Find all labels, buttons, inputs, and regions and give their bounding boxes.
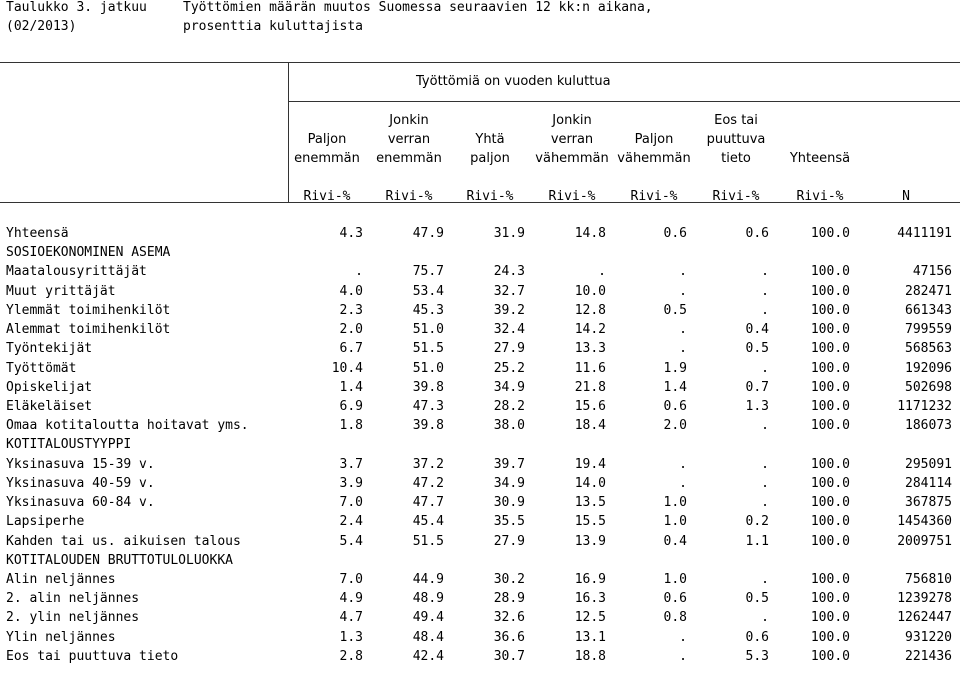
table-cell: . bbox=[679, 283, 687, 299]
table-cell: . bbox=[679, 264, 687, 280]
table-cell: 100.0 bbox=[810, 398, 850, 414]
row-label: Lapsiperhe bbox=[6, 514, 85, 530]
table-cell: 48.9 bbox=[412, 591, 444, 607]
unit-label-1: Rivi-% bbox=[303, 189, 351, 204]
table-cell: 1.0 bbox=[663, 514, 687, 530]
table-cell: 39.7 bbox=[493, 456, 525, 472]
table-cell: 11.6 bbox=[574, 360, 606, 376]
column-header-1-line3: enemmän bbox=[294, 151, 360, 166]
unit-label-6: Rivi-% bbox=[712, 189, 760, 204]
table-cell: . bbox=[679, 456, 687, 472]
table-cell: 7.0 bbox=[339, 495, 363, 511]
table-cell: 53.4 bbox=[412, 283, 444, 299]
column-header-1-line2: Paljon bbox=[307, 132, 347, 147]
table-cell: 2009751 bbox=[897, 533, 952, 549]
table-cell: 284114 bbox=[905, 475, 952, 491]
group-header-rule bbox=[288, 101, 960, 102]
row-label: 2. ylin neljännes bbox=[6, 610, 140, 626]
table-cell: 13.3 bbox=[574, 341, 606, 357]
table-cell: 1.3 bbox=[339, 629, 363, 645]
row-label: Eos tai puuttuva tieto bbox=[6, 648, 179, 664]
table-title: Työttömien määrän muutos Suomessa seuraavien 12 kk:n aikana, bbox=[183, 0, 653, 15]
table-cell: 39.2 bbox=[493, 302, 525, 318]
table-cell: 45.4 bbox=[412, 514, 444, 530]
table-row bbox=[0, 493, 960, 512]
table-cell: 1.3 bbox=[745, 398, 769, 414]
row-label: Yksinasuva 15-39 v. bbox=[6, 456, 155, 472]
table-cell: . bbox=[679, 341, 687, 357]
unit-label-7: Rivi-% bbox=[796, 189, 844, 204]
row-label: Yksinasuva 60-84 v. bbox=[6, 495, 155, 511]
table-row bbox=[0, 397, 960, 416]
table-cell: 100.0 bbox=[810, 610, 850, 626]
row-label: Ylin neljännes bbox=[6, 629, 116, 645]
table-cell: 100.0 bbox=[810, 475, 850, 491]
table-cell: 0.5 bbox=[745, 341, 769, 357]
table-row bbox=[0, 532, 960, 551]
table-cell: 27.9 bbox=[493, 533, 525, 549]
table-cell: . bbox=[761, 264, 769, 280]
table-cell: 10.0 bbox=[574, 283, 606, 299]
table-cell: 192096 bbox=[905, 360, 952, 376]
table-cell: 1454360 bbox=[897, 514, 952, 530]
table-cell: 31.9 bbox=[493, 226, 525, 241]
table-cell: 756810 bbox=[905, 571, 952, 587]
table-subtitle: prosenttia kuluttajista bbox=[183, 19, 364, 34]
table-row bbox=[0, 474, 960, 493]
group-header: Työttömiä on vuoden kuluttua bbox=[416, 74, 611, 89]
table-cell: 1.4 bbox=[663, 379, 687, 395]
table-cell: 4411191 bbox=[897, 226, 952, 241]
table-cell: 75.7 bbox=[412, 264, 444, 280]
row-label: Omaa kotitaloutta hoitavat yms. bbox=[6, 418, 249, 434]
table-cell: 28.9 bbox=[493, 591, 525, 607]
table-caption-left-2: (02/2013) bbox=[6, 19, 77, 34]
table-row bbox=[0, 416, 960, 435]
table-cell: 0.2 bbox=[745, 514, 769, 530]
table-cell: 34.9 bbox=[493, 379, 525, 395]
table-row bbox=[0, 512, 960, 531]
table-cell: 295091 bbox=[905, 456, 952, 472]
row-label: KOTITALOUDEN BRUTTOTULOLUOKKA bbox=[6, 552, 233, 568]
table-cell: . bbox=[761, 456, 769, 472]
table-cell: 186073 bbox=[905, 418, 952, 434]
table-cell: 47.3 bbox=[412, 398, 444, 414]
column-header-2-line2: verran bbox=[387, 132, 431, 147]
table-row bbox=[0, 378, 960, 397]
table-cell: 49.4 bbox=[412, 610, 444, 626]
table-cell: 0.6 bbox=[745, 226, 769, 241]
table-cell: 100.0 bbox=[810, 456, 850, 472]
table-cell: 47.2 bbox=[412, 475, 444, 491]
table-cell: 0.6 bbox=[663, 398, 687, 414]
table-cell: 100.0 bbox=[810, 495, 850, 511]
table-cell: 51.0 bbox=[412, 322, 444, 338]
table-cell: 19.4 bbox=[574, 456, 606, 472]
column-header-3-line3: paljon bbox=[470, 151, 510, 166]
table-cell: 568563 bbox=[905, 341, 952, 357]
table-cell: 1.0 bbox=[663, 495, 687, 511]
table-cell: 4.3 bbox=[339, 226, 363, 241]
unit-label-5: Rivi-% bbox=[630, 189, 678, 204]
table-row bbox=[0, 647, 960, 666]
column-header-5-line3: vähemmän bbox=[617, 151, 691, 166]
table-cell: 15.5 bbox=[574, 514, 606, 530]
table-cell: 18.8 bbox=[574, 648, 606, 664]
table-cell: 44.9 bbox=[412, 571, 444, 587]
table-cell: . bbox=[761, 360, 769, 376]
table-cell: 15.6 bbox=[574, 398, 606, 414]
table-cell: 1171232 bbox=[897, 398, 952, 414]
table-cell: . bbox=[761, 283, 769, 299]
table-cell: 2.3 bbox=[339, 302, 363, 318]
row-label: Työntekijät bbox=[6, 341, 93, 357]
table-row bbox=[0, 435, 960, 454]
table-cell: 100.0 bbox=[810, 341, 850, 357]
column-header-7-line3: Yhteensä bbox=[789, 151, 851, 166]
table-cell: 100.0 bbox=[810, 226, 850, 241]
table-cell: 7.0 bbox=[339, 571, 363, 587]
table-cell: 661343 bbox=[905, 302, 952, 318]
table-cell: 1.4 bbox=[339, 379, 363, 395]
table-cell: . bbox=[679, 475, 687, 491]
row-label: KOTITALOUSTYYPPI bbox=[6, 437, 132, 453]
table-cell: 14.2 bbox=[574, 322, 606, 338]
table-cell: 14.8 bbox=[574, 226, 606, 241]
table-cell: 100.0 bbox=[810, 648, 850, 664]
table-cell: . bbox=[761, 475, 769, 491]
table-cell: 3.9 bbox=[339, 475, 363, 491]
row-label: 2. alin neljännes bbox=[6, 591, 140, 607]
table-cell: 12.8 bbox=[574, 302, 606, 318]
row-label: Maatalousyrittäjät bbox=[6, 264, 147, 280]
table-cell: 0.4 bbox=[745, 322, 769, 338]
table-cell: 21.8 bbox=[574, 379, 606, 395]
table-cell: . bbox=[761, 610, 769, 626]
table-cell: . bbox=[679, 322, 687, 338]
table-row bbox=[0, 282, 960, 301]
table-cell: 2.0 bbox=[339, 322, 363, 338]
table-cell: 282471 bbox=[905, 283, 952, 299]
row-label: Eläkeläiset bbox=[6, 398, 93, 414]
table-cell: 13.9 bbox=[574, 533, 606, 549]
table-cell: 221436 bbox=[905, 648, 952, 664]
table-cell: . bbox=[679, 648, 687, 664]
table-cell: . bbox=[761, 571, 769, 587]
table-cell: 47.7 bbox=[412, 495, 444, 511]
table-row bbox=[0, 320, 960, 339]
table-row bbox=[0, 262, 960, 281]
table-cell: 0.6 bbox=[663, 226, 687, 241]
column-header-3-line2: Yhtä bbox=[475, 132, 505, 147]
table-cell: 45.3 bbox=[412, 302, 444, 318]
table-cell: 0.5 bbox=[663, 302, 687, 318]
row-label: Muut yrittäjät bbox=[6, 283, 116, 299]
table-cell: 30.2 bbox=[493, 571, 525, 587]
table-cell: 42.4 bbox=[412, 648, 444, 664]
table-cell: 5.3 bbox=[745, 648, 769, 664]
table-cell: 6.7 bbox=[339, 341, 363, 357]
unit-label-2: Rivi-% bbox=[385, 189, 433, 204]
table-cell: 25.2 bbox=[493, 360, 525, 376]
table-cell: 48.4 bbox=[412, 629, 444, 645]
table-cell: 32.6 bbox=[493, 610, 525, 626]
table-row bbox=[0, 243, 960, 262]
table-cell: 12.5 bbox=[574, 610, 606, 626]
table-cell: 100.0 bbox=[810, 302, 850, 318]
table-row bbox=[0, 301, 960, 320]
table-cell: 36.6 bbox=[493, 629, 525, 645]
table-cell: 100.0 bbox=[810, 264, 850, 280]
table-cell: 1.9 bbox=[663, 360, 687, 376]
table-cell: 4.7 bbox=[339, 610, 363, 626]
column-header-6-line2: puuttuva bbox=[706, 132, 766, 147]
table-cell: 28.2 bbox=[493, 398, 525, 414]
table-cell: 32.7 bbox=[493, 283, 525, 299]
table-cell: 4.0 bbox=[339, 283, 363, 299]
table-cell: 14.0 bbox=[574, 475, 606, 491]
table-cell: 100.0 bbox=[810, 322, 850, 338]
table-cell: 1262447 bbox=[897, 610, 952, 626]
table-cell: 0.7 bbox=[745, 379, 769, 395]
row-label: Alemmat toimihenkilöt bbox=[6, 322, 171, 338]
table-cell: 30.7 bbox=[493, 648, 525, 664]
table-cell: 2.4 bbox=[339, 514, 363, 530]
unit-label-8: N bbox=[902, 189, 910, 204]
table-cell: 367875 bbox=[905, 495, 952, 511]
table-row bbox=[0, 608, 960, 627]
table-caption-left-1: Taulukko 3. jatkuu bbox=[6, 0, 147, 15]
row-label: Yhteensä bbox=[6, 226, 69, 241]
table-row bbox=[0, 359, 960, 378]
table-cell: 2.0 bbox=[663, 418, 687, 434]
table-cell: . bbox=[679, 629, 687, 645]
row-label: Yksinasuva 40-59 v. bbox=[6, 475, 155, 491]
column-header-2-line3: enemmän bbox=[376, 151, 442, 166]
table-cell: . bbox=[761, 495, 769, 511]
table-cell: . bbox=[761, 302, 769, 318]
table-cell: 0.8 bbox=[663, 610, 687, 626]
table-cell: 39.8 bbox=[412, 418, 444, 434]
table-cell: . bbox=[598, 264, 606, 280]
table-cell: 100.0 bbox=[810, 418, 850, 434]
table-cell: 4.9 bbox=[339, 591, 363, 607]
table-row bbox=[0, 628, 960, 647]
table-cell: 6.9 bbox=[339, 398, 363, 414]
table-row bbox=[0, 224, 960, 243]
table-cell: 100.0 bbox=[810, 379, 850, 395]
column-header-4-line2: verran bbox=[550, 132, 594, 147]
table-cell: 502698 bbox=[905, 379, 952, 395]
table-cell: 51.0 bbox=[412, 360, 444, 376]
table-cell: 100.0 bbox=[810, 591, 850, 607]
table-cell: 100.0 bbox=[810, 533, 850, 549]
table-row bbox=[0, 589, 960, 608]
row-label: Työttömät bbox=[6, 360, 77, 376]
table-cell: 32.4 bbox=[493, 322, 525, 338]
table-cell: 0.4 bbox=[663, 533, 687, 549]
row-label: Alin neljännes bbox=[6, 571, 116, 587]
table-cell: 1.8 bbox=[339, 418, 363, 434]
table-cell: 0.6 bbox=[663, 591, 687, 607]
table-cell: 0.5 bbox=[745, 591, 769, 607]
column-header-2-line1: Jonkin bbox=[389, 113, 429, 128]
table-cell: . bbox=[355, 264, 363, 280]
row-label: Kahden tai us. aikuisen talous bbox=[6, 533, 241, 549]
table-cell: 13.5 bbox=[574, 495, 606, 511]
column-header-6-line3: tieto bbox=[721, 151, 751, 166]
table-cell: 30.9 bbox=[493, 495, 525, 511]
table-cell: 1.1 bbox=[745, 533, 769, 549]
column-header-6-line1: Eos tai bbox=[714, 113, 758, 128]
table-cell: 100.0 bbox=[810, 360, 850, 376]
table-cell: 51.5 bbox=[412, 533, 444, 549]
table-cell: 799559 bbox=[905, 322, 952, 338]
unit-label-4: Rivi-% bbox=[548, 189, 596, 204]
unit-label-3: Rivi-% bbox=[466, 189, 514, 204]
header-top-rule bbox=[0, 62, 960, 63]
table-cell: 38.0 bbox=[493, 418, 525, 434]
table-cell: 24.3 bbox=[493, 264, 525, 280]
table-cell: 16.9 bbox=[574, 571, 606, 587]
table-cell: 2.8 bbox=[339, 648, 363, 664]
table-row bbox=[0, 339, 960, 358]
table-cell: 51.5 bbox=[412, 341, 444, 357]
table-cell: 39.8 bbox=[412, 379, 444, 395]
table-cell: 100.0 bbox=[810, 571, 850, 587]
table-cell: 37.2 bbox=[412, 456, 444, 472]
table-row bbox=[0, 551, 960, 570]
column-header-5-line2: Paljon bbox=[634, 132, 674, 147]
table-cell: 18.4 bbox=[574, 418, 606, 434]
table-cell: 34.9 bbox=[493, 475, 525, 491]
table-cell: 100.0 bbox=[810, 283, 850, 299]
table-cell: 10.4 bbox=[331, 360, 363, 376]
table-row bbox=[0, 455, 960, 474]
table-cell: 100.0 bbox=[810, 629, 850, 645]
table-cell: 100.0 bbox=[810, 514, 850, 530]
column-header-4-line1: Jonkin bbox=[552, 113, 592, 128]
table-cell: 3.7 bbox=[339, 456, 363, 472]
table-cell: 5.4 bbox=[339, 533, 363, 549]
table-cell: 47.9 bbox=[412, 226, 444, 241]
row-label: SOSIOEKONOMINEN ASEMA bbox=[6, 245, 171, 261]
table-cell: 47156 bbox=[912, 264, 952, 280]
table-cell: 1239278 bbox=[897, 591, 952, 607]
row-label: Ylemmät toimihenkilöt bbox=[6, 302, 171, 318]
table-cell: 13.1 bbox=[574, 629, 606, 645]
row-label: Opiskelijat bbox=[6, 379, 93, 395]
table-cell: 16.3 bbox=[574, 591, 606, 607]
table-cell: 27.9 bbox=[493, 341, 525, 357]
table-cell: . bbox=[761, 418, 769, 434]
table-cell: 1.0 bbox=[663, 571, 687, 587]
table-cell: 0.6 bbox=[745, 629, 769, 645]
table-row bbox=[0, 570, 960, 589]
table-cell: 35.5 bbox=[493, 514, 525, 530]
table-cell: 931220 bbox=[905, 629, 952, 645]
column-header-4-line3: vähemmän bbox=[535, 151, 609, 166]
